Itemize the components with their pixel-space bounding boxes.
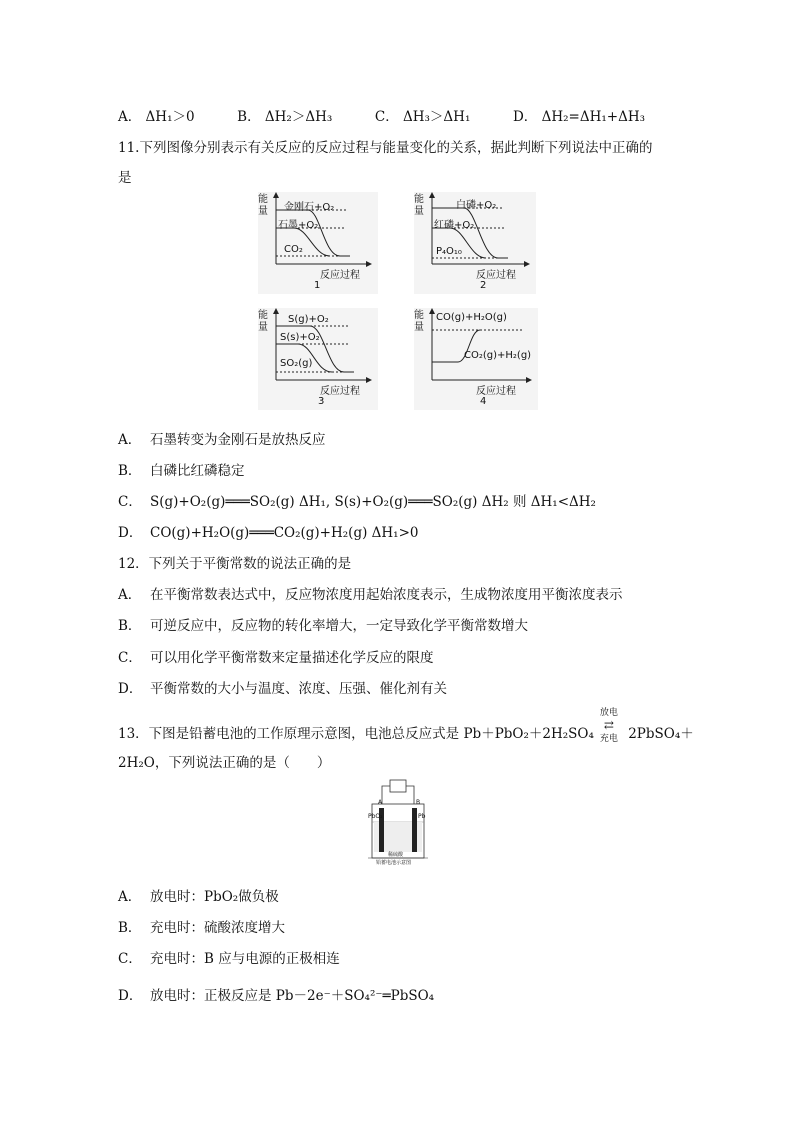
q11-stem-line2: 是 — [118, 170, 132, 186]
q11-option-c[interactable]: C． S(g)+O₂(g)═══SO₂(g) ΔH₁, S(s)+O₂(g)═══SO₂(g) ΔH₂ 则 ΔH₁<ΔH₂ — [118, 494, 596, 510]
q10-option-d[interactable]: D． ΔH₂=ΔH₁+ΔH₃ — [512, 109, 646, 125]
q10-option-b[interactable]: B． ΔH₂＞ΔH₃ — [237, 109, 333, 125]
q10-option-c[interactable]: C． ΔH₃＞ΔH₁ — [374, 109, 471, 125]
q10-options-row — [118, 105, 645, 125]
fig1-top-label: 金刚石+O₂ — [284, 202, 335, 213]
q13-option-c[interactable]: C． 充电时：B 应与电源的正极相连 — [118, 951, 340, 967]
energy-diagram-1 — [258, 192, 378, 294]
reversible-arrow: 放电 ⇄ 充电 — [594, 730, 624, 740]
q12-option-a[interactable]: A． 在平衡常数表达式中，反应物浓度用起始浓度表示，生成物浓度用平衡浓度表示 — [118, 587, 623, 603]
q11-option-b[interactable]: B． 白磷比红磷稳定 — [118, 463, 245, 479]
fig1-y-label: 能量 — [258, 194, 268, 217]
fig3-top-label: S(g)+O₂ — [288, 314, 329, 325]
fig3-mid-label: S(s)+O₂ — [280, 332, 320, 343]
fig2-top-label: 白磷+O₂ — [456, 200, 497, 211]
fig1-bottom-label: CO₂ — [284, 244, 303, 255]
q12-option-b[interactable]: B． 可逆反应中，反应物的转化率增大，一定导致化学平衡常数增大 — [118, 618, 528, 634]
fig4-x-label: 反应过程 — [476, 386, 516, 397]
fig3-y-label: 能量 — [258, 310, 268, 333]
fig2-bottom-label: P₄O₁₀ — [436, 246, 462, 257]
q13-stem-line2: 2H₂O，下列说法正确的是（ ） — [118, 755, 331, 771]
q11-option-a[interactable]: A． 石墨转变为金刚石是放热反应 — [118, 432, 326, 448]
fig4-top-label: CO(g)+H₂O(g) — [436, 312, 507, 323]
fig3-number: 3 — [318, 396, 325, 407]
label-acid: 稀硫酸 — [388, 852, 404, 858]
diagram-caption: 铅蓄电池示意图 — [376, 860, 412, 866]
fig2-x-label: 反应过程 — [476, 270, 516, 281]
fig1-number: 1 — [314, 280, 321, 291]
q12-stem: 12．下列关于平衡常数的说法正确的是 — [118, 556, 352, 572]
fig1-x-label: 反应过程 — [320, 270, 360, 281]
label-pbo2: PbO₂ — [368, 813, 383, 820]
energy-diagram-2 — [414, 192, 536, 294]
q13-option-b[interactable]: B． 充电时：硫酸浓度增大 — [118, 920, 285, 936]
fig2-number: 2 — [480, 280, 487, 291]
q11-stem-line1: 11.下列图像分别表示有关反应的反应过程与能量变化的关系，据此判断下列说法中正确的 — [118, 140, 653, 156]
fig4-number: 4 — [480, 396, 487, 407]
energy-diagram-3 — [258, 308, 378, 410]
q12-option-c[interactable]: C． 可以用化学平衡常数来定量描述化学反应的限度 — [118, 650, 434, 666]
q11-option-d[interactable]: D． CO(g)+H₂O(g)═══CO₂(g)+H₂(g) ΔH₁>0 — [118, 525, 419, 541]
label-pb: Pb — [418, 813, 426, 820]
q13-stem-line1: 13．下图是铅蓄电池的工作原理示意图，电池总反应式是 Pb＋PbO₂＋2H₂SO₄ 放电 ⇄ 充电 2PbSO₄＋ — [118, 707, 694, 744]
q13-option-d[interactable]: D． 放电时：正极反应是 Pb－2e⁻＋SO₄²⁻═PbSO₄ — [118, 988, 435, 1004]
q10-option-a[interactable]: A． ΔH₁＞0 — [118, 109, 195, 125]
fig2-mid-label: 红磷+O₂ — [434, 220, 475, 231]
fig2-y-label: 能量 — [414, 194, 424, 217]
fig4-y-label: 能量 — [414, 310, 424, 333]
lead-battery-diagram — [364, 778, 432, 868]
equilibrium-arrow-icon: ⇄ — [603, 717, 614, 732]
label-b: B — [416, 799, 421, 806]
energy-diagram-4 — [414, 308, 538, 410]
fig4-bottom-label: CO₂(g)+H₂(g) — [464, 350, 532, 361]
label-a: A — [378, 799, 383, 806]
fig3-bottom-label: SO₂(g) — [280, 358, 313, 369]
fig3-x-label: 反应过程 — [320, 386, 360, 397]
q13-option-a[interactable]: A． 放电时：PbO₂做负极 — [118, 889, 279, 905]
fig1-mid-label: 石墨+O₂ — [278, 220, 319, 231]
q12-option-d[interactable]: D． 平衡常数的大小与温度、浓度、压强、催化剂有关 — [118, 681, 447, 697]
